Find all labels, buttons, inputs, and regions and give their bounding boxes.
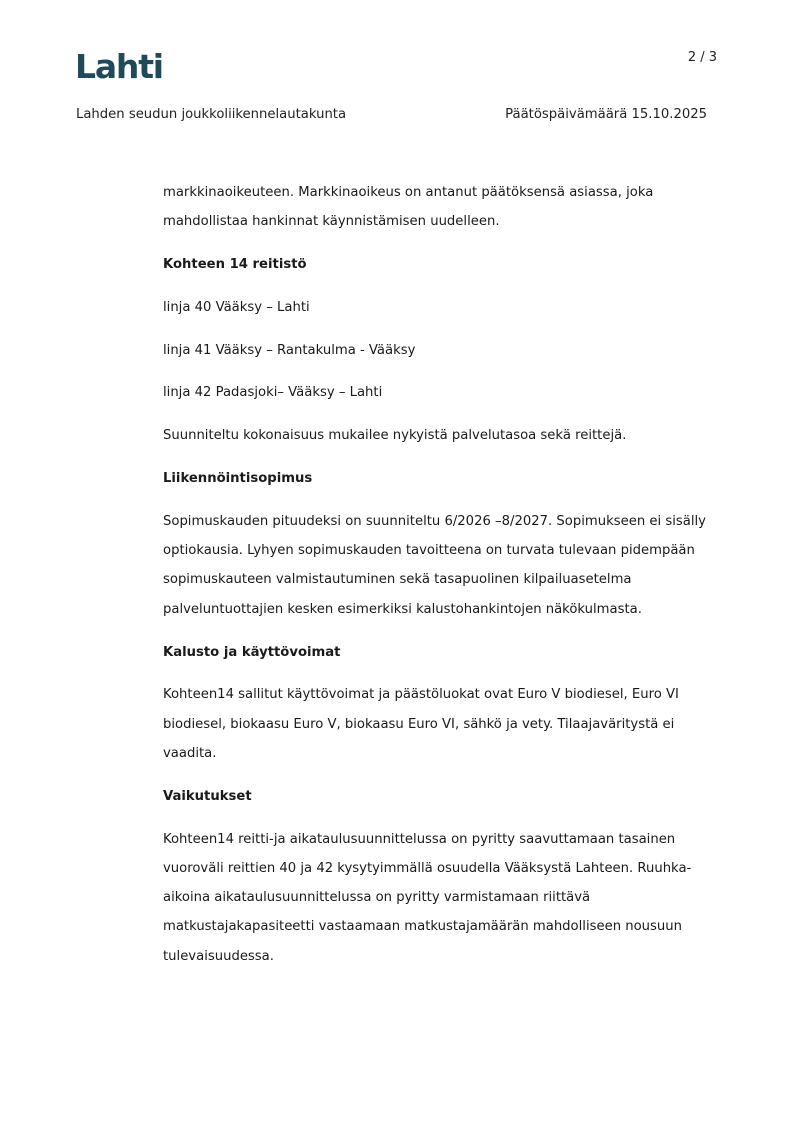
organization-name: Lahden seudun joukkoliikennelautakunta [76,107,347,122]
body-line: markkinaoikeuteen. Markkinaoikeus on antanut päätöksensä asiassa, joka [163,185,654,200]
body-line: vaadita. [163,745,217,761]
body-line: Sopimuskauden pituudeksi on suunniteltu 6/2026 –8/2027. Sopimukseen ei sisälly [163,513,706,529]
body-line: mahdollistaa hankinnat käynnistämisen uudelleen. [163,214,500,230]
decision-date: Päätöspäivämäärä 15.10.2025 [505,107,707,122]
page-number: 2 / 3 [687,50,717,65]
route-line-42: linja 42 Padasjoki– Vääksy – Lahti [163,385,383,401]
section-heading-routes: Kohteen 14 reitistö [163,257,307,273]
route-line-40: linja 40 Vääksy – Lahti [163,299,310,315]
body-line: tulevaisuudessa. [163,948,274,964]
body-line: palveluntuottajien kesken esimerkiksi kalustohankintojen näkökulmasta. [163,601,642,617]
document-body [163,178,711,971]
body-line: vuoroväli reittien 40 ja 42 kysytyimmällä osuudella Vääksystä Lahteen. Ruuhka- [163,860,692,876]
section-heading-impacts: Vaikutukset [163,788,252,804]
document-header [76,107,707,122]
lahti-logo [75,48,167,82]
section-heading-fleet: Kalusto ja käyttövoimat [163,644,341,660]
section-heading-contract: Liikennöintisopimus [163,471,313,487]
body-line: matkustajakapasiteetti vastaamaan matkustajamäärän mahdolliseen nousuun [163,919,682,935]
route-summary: Suunniteltu kokonaisuus mukailee nykyistä palvelutasoa sekä reittejä. [163,428,627,444]
body-line: biodiesel, biokaasu Euro V, biokaasu Euro VI, sähkö ja vety. Tilaajaväritystä ei [163,716,675,732]
logo-text: Lahti [75,48,163,82]
route-line-41: linja 41 Vääksy – Rantakulma - Vääksy [163,342,416,358]
body-line: Kohteen14 sallitut käyttövoimat ja päästöluokat ovat Euro V biodiesel, Euro VI [163,687,679,703]
body-line: optiokausia. Lyhyen sopimuskauden tavoitteena on turvata tulevaan pidempään [163,543,695,559]
body-line: Kohteen14 reitti-ja aikataulusuunnittelussa on pyritty saavuttamaan tasainen [163,831,676,847]
body-line: aikoina aikataulusuunnittelussa on pyritty varmistamaan riittävä [163,890,591,906]
body-line: sopimuskauteen valmistautuminen sekä tasapuolinen kilpailuasetelma [163,572,632,588]
